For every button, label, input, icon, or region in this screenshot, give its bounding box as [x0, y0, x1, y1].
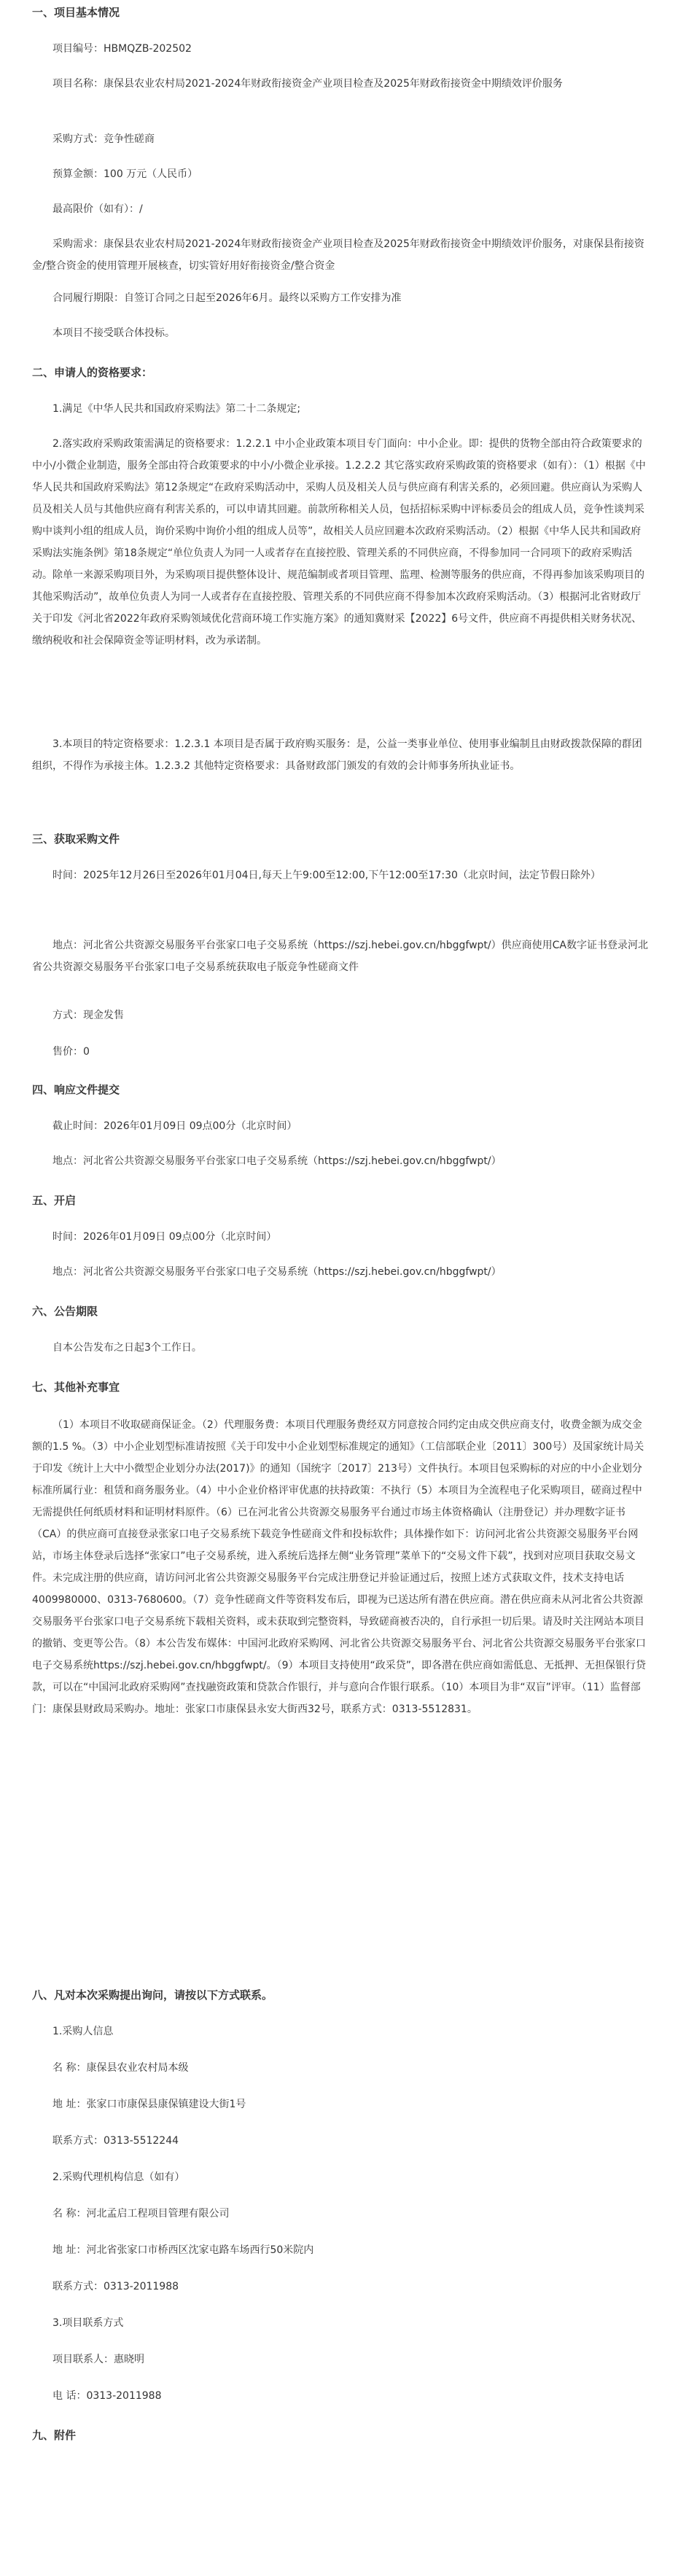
section-heading-other-matters: 七、其他补充事宜: [32, 1381, 120, 1394]
opening-place: 地点：河北省公共资源交易服务平台张家口电子交易系统（https://szj.hebei.gov.cn/hbggfwpt/）: [52, 1266, 502, 1278]
procurement-method: 采购方式：竞争性磋商: [52, 133, 155, 145]
obtain-time: 时间：2025年12月26日至2026年01月04日,每天上午9:00至12:00,下午12:00至17:30（北京时间，法定节假日除外）: [52, 870, 601, 881]
other-matters-text: （1）本项目不收取磋商保证金。（2）代理服务费：本项目代理服务费经双方同意按合同约定由成交供应商支付，收费金额为成交金额的1.5 %。（3）中小企业划型标准请按照《关于印发中小企业划型标准规定的通知》（工信部联企业〔2011〕300号）及国家统计局关于印发《统计上大中小微型企业划分办法(2017)》的通知（国统字〔2017〕213号）文件执行。本项目包采购标的对应的中小企业划分标准所属行业：租赁和商务服务业。（4）中小企业价格评审优惠的扶持政策：不执行（5）本项目为全流程电子化采购项目，磋商过程中无需提供任何纸质材料和证明材料原件。（6）已在河北省公共资源交易服务平台通过市场主体资格确认（注册登记）并办理数字证书（CA）的供应商可直接登录张家口电子交易系统下载竞争性磋商文件和投标软件；具体操作如下：访问河北省公共资源交易服务平台网站，市场主体登录后选择“张家口”电子交易系统，进入系统后选择左侧“业务管理”菜单下的“交易文件下载”，找到对应项目获取交易文件。未完成注册的供应商，请访问河北省公共资源交易服务平台完成注册登记并验证通过后，按照上述方式获取文件，技术支持电话4009980000、0313-7680600。（7）竞争性磋商文件等资料发布后，即视为已送达所有潜在供应商。潜在供应商未从河北省公共资源交易服务平台张家口电子交易系统下载相关资料，或未获取到完整资料，导致磋商被否决的，自行承担一切后果。请及时关注网站本项目的撤销、变更等公告。（8）本公告发布媒体：中国河北政府采购网、河北省公共资源交易服务平台、河北省公共资源交易服务平台张家口电子交易系统https://szj.hebei.gov.cn/hbggfwpt/。（9）本项目支持使用“政采贷”，即各潜在供应商如需低息、无抵押、无担保银行贷款，可以在“中国河北政府采购网”查找融资政策和贷款合作银行，并与意向合作银行联系。（10）本项目为非“双盲”评审。（11）监督部门：康保县财政局采购办。地址：张家口市康保县永安大街西32号，联系方式：0313-5512831。: [32, 1419, 647, 1715]
section-heading-basic-info: 一、项目基本情况: [32, 6, 120, 19]
agency-phone: 联系方式：0313-2011988: [52, 2281, 179, 2292]
project-contact-person: 项目联系人：惠晓明: [52, 2354, 144, 2365]
section-heading-opening: 五、开启: [32, 1194, 77, 1207]
qualification-item-3: 3.本项目的特定资格要求：1.2.3.1 本项目是否属于政府购买服务：是，公益一类事业单位、使用事业编制且由财政拨款保障的群团组织，不得作为承接主体。1.2.3.2 其他特定资格要求：具备财政部门颁发的有效的会计师事务所执业证书。: [32, 738, 642, 772]
qualification-item-2: 2.落实政府采购政策需满足的资格要求：1.2.2.1 中小企业政策本项目专门面向：中小企业。即：提供的货物全部由符合政策要求的中小/小微企业制造，服务全部由符合政策要求的中小/小微企业承接。1.2.2.2 其它落实政府采购政策的资格要求（如有）：（1）根据《中华人民共和国政府采购法》第12条规定“在政府采购活动中，采购人员及相关人员与供应商有利害关系的，必须回避。供应商认为采购人员及相关人员与其他供应商有利害关系的，可以申请其回避。前款所称相关人员，包括招标采购中评标委员会的组成人员，竞争性谈判采购中谈判小组的组成人员，询价采购中询价小组的组成人员等”，故相关人员应回避本次政府采购活动。（2）根据《中华人民共和国政府采购法实施条例》第18条规定“单位负责人为同一人或者存在直接控股、管理关系的不同供应商，不得参加同一合同项下的政府采购活动。除单一来源采购项目外，为采购项目提供整体设计、规范编制或者项目管理、监理、检测等服务的供应商，不得再参加该采购项目的其他采购活动”，故单位负责人为同一人或者存在直接控股、管理关系的不同供应商不得参加本次政府采购活动。（3）根据河北省财政厅关于印发《河北省2022年政府采购领域优化营商环境工作实施方案》的通知冀财采【2022】6号文件，供应商不再提供相关财务状况、缴纳税收和社会保障资金等证明材料，改为承诺制。: [32, 438, 646, 647]
buyer-address: 地 址：张家口市康保县康保镇建设大街1号: [52, 2099, 246, 2110]
budget-amount: 预算金额：100 万元（人民币）: [52, 168, 198, 180]
buyer-phone: 联系方式：0313-5512244: [52, 2135, 179, 2147]
obtain-place: 地点：河北省公共资源交易服务平台张家口电子交易系统（https://szj.hebei.gov.cn/hbggfwpt/）供应商使用CA数字证书登录河北省公共资源交易服务平台张家口电子交易系统获取电子版竞争性磋商文件: [32, 940, 648, 973]
notice-period-text: 自本公告发布之日起3个工作日。: [52, 1342, 202, 1354]
obtain-way: 方式：现金发售: [52, 1010, 124, 1021]
section-heading-qualification: 二、申请人的资格要求：: [32, 366, 153, 379]
section-heading-notice-period: 六、公告期限: [32, 1305, 98, 1318]
buyer-info-title: 1.采购人信息: [52, 2026, 114, 2037]
buyer-name: 名 称：康保县农业农村局本级: [52, 2062, 189, 2074]
agency-address: 地 址：河北省张家口市桥西区沈家屯路车场西行50米院内: [52, 2244, 314, 2256]
max-price: 最高限价（如有）：/: [52, 203, 143, 215]
section-heading-contact: 八、凡对本次采购提出询问，请按以下方式联系。: [32, 1988, 273, 2002]
document-price: 售价：0: [52, 1046, 90, 1058]
project-name: 项目名称：康保县农业农村局2021-2024年财政衔接资金产业项目检查及2025年财政衔接资金中期绩效评价服务: [52, 78, 563, 90]
project-number: 项目编号：HBMQZB-202502: [52, 43, 192, 55]
procurement-requirement: 采购需求：康保县农业农村局2021-2024年财政衔接资金产业项目检查及2025年财政衔接资金中期绩效评价服务，对康保县衔接资金/整合资金的使用管理开展核查，切实管好用好衔接资金/整合资金: [32, 238, 644, 272]
section-heading-obtain-documents: 三、获取采购文件: [32, 832, 120, 846]
contract-term: 合同履行期限：自签订合同之日起至2026年6月。最终以采购方工作安排为准: [52, 292, 402, 304]
section-heading-submission: 四、响应文件提交: [32, 1083, 120, 1096]
agency-info-title: 2.采购代理机构信息（如有）: [52, 2171, 185, 2183]
opening-time: 时间：2026年01月09日 09点00分（北京时间）: [52, 1231, 277, 1243]
qualification-item-1: 1.满足《中华人民共和国政府采购法》第二十二条规定;: [52, 403, 301, 415]
submission-place: 地点：河北省公共资源交易服务平台张家口电子交易系统（https://szj.hebei.gov.cn/hbggfwpt/）: [52, 1155, 502, 1167]
agency-name: 名 称：河北孟启工程项目管理有限公司: [52, 2208, 230, 2220]
project-contact-title: 3.项目联系方式: [52, 2317, 124, 2329]
project-contact-phone: 电 话：0313-2011988: [52, 2390, 162, 2402]
submission-deadline: 截止时间：2026年01月09日 09点00分（北京时间）: [52, 1120, 297, 1132]
section-heading-attachments: 九、附件: [32, 2429, 77, 2442]
consortium-note: 本项目不接受联合体投标。: [52, 327, 175, 339]
